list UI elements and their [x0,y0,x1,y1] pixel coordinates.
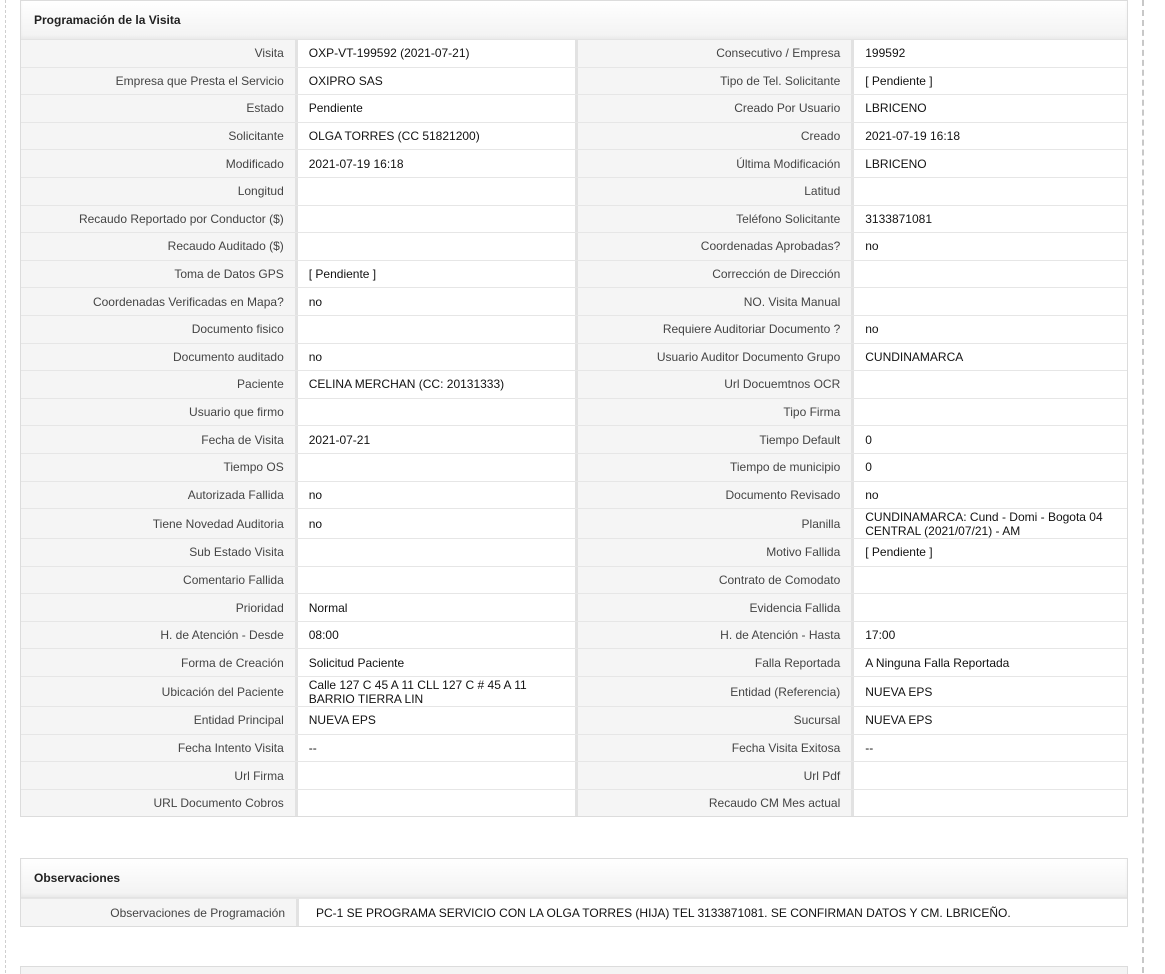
field-value: OXP-VT-199592 (2021-07-21) [298,40,578,67]
field-value: [ Pendiente ] [865,545,933,560]
field-label: Documento fisico [21,316,298,343]
field-label: Latitud [578,178,855,205]
field-value: 17:00 [865,628,896,643]
field-label: Entidad Principal [21,707,298,734]
field-label: Url Pdf [578,762,855,789]
field-value: 2021-07-19 16:18 [865,129,960,144]
field-label: Estado [21,95,298,122]
field-value [298,206,578,233]
field-label: Creado [578,123,855,150]
field-value [298,762,578,789]
field-label: Teléfono Solicitante [578,206,855,233]
field-value: Normal [298,594,578,621]
table-row [21,453,1127,481]
field-value: LBRICENO [865,101,927,116]
field-value [854,288,1127,315]
field-value: [ Pendiente ] [298,261,578,288]
table-row [21,232,1127,260]
field-label: Tipo de Tel. Solicitante [578,68,855,95]
field-label: Documento Revisado [578,482,855,509]
programacion-title: Programación de la Visita [21,1,1127,40]
field-label: Modificado [21,150,298,177]
field-value [298,790,578,817]
field-label: Entidad (Referencia) [578,677,855,706]
field-label: Usuario Auditor Documento Grupo [578,344,855,371]
field-label: Longitud [21,178,298,205]
field-label: Planilla [578,509,855,538]
field-label: URL Documento Cobros [21,790,298,817]
field-label: Tiempo OS [21,454,298,481]
field-label: Tiene Novedad Auditoria [21,509,298,538]
field-value: NUEVA EPS [298,707,578,734]
table-row [21,706,1127,734]
field-label: Recaudo Auditado ($) [21,233,298,260]
field-label: Documento auditado [21,344,298,371]
field-label: Sucursal [578,707,855,734]
field-value [854,567,1127,594]
field-label: Fecha Intento Visita [21,735,298,762]
field-label: Comentario Fallida [21,567,298,594]
programacion-table [21,40,1127,816]
field-value [298,399,578,426]
field-value: 2021-07-19 16:18 [298,150,578,177]
table-row [21,67,1127,95]
field-value [298,539,578,566]
field-label: Contrato de Comodato [578,567,855,594]
table-row [21,425,1127,453]
table-row [21,287,1127,315]
field-value [854,594,1127,621]
field-value: CELINA MERCHAN (CC: 20131333) [298,371,578,398]
field-value: LBRICENO [865,156,927,171]
field-value [298,454,578,481]
field-value: 08:00 [298,622,578,649]
field-value [854,371,1127,398]
table-row [21,149,1127,177]
table-row [21,94,1127,122]
field-label: Fecha de Visita [21,426,298,453]
field-label: Tiempo de municipio [578,454,855,481]
field-value: no [865,322,879,337]
observaciones-row [21,898,1127,926]
field-value: Calle 127 C 45 A 11 CLL 127 C # 45 A 11 BARRIO TIERRA LIN [298,677,578,706]
table-row [21,260,1127,288]
field-value: CUNDINAMARCA [865,349,964,364]
field-label: Empresa que Presta el Servicio [21,68,298,95]
field-label: Ubicación del Paciente [21,677,298,706]
field-value: no [298,344,578,371]
field-label: Consecutivo / Empresa [578,40,855,67]
field-value: NUEVA EPS [865,684,933,699]
observaciones-title: Observaciones [21,859,1127,898]
field-label: Paciente [21,371,298,398]
field-value [854,399,1127,426]
page-right-border [1142,0,1144,973]
field-value: -- [298,735,578,762]
field-value [298,567,578,594]
table-row [21,566,1127,594]
field-label: Motivo Fallida [578,539,855,566]
field-value: [ Pendiente ] [865,73,933,88]
field-value: Pendiente [298,95,578,122]
table-row [21,343,1127,371]
table-row [21,122,1127,150]
field-value [854,762,1127,789]
field-value: NUEVA EPS [865,713,933,728]
field-label: Url Firma [21,762,298,789]
field-value: no [865,487,879,502]
table-row [21,648,1127,676]
field-value: 3133871081 [865,211,932,226]
table-row [21,508,1127,538]
field-label: Coordenadas Aprobadas? [578,233,855,260]
field-value [298,178,578,205]
field-value: no [298,509,578,538]
field-label: Última Modificación [578,150,855,177]
field-label: Requiere Auditoriar Documento ? [578,316,855,343]
field-value [298,233,578,260]
field-label: H. de Atención - Hasta [578,622,855,649]
field-value: A Ninguna Falla Reportada [865,655,1010,670]
field-label: Tipo Firma [578,399,855,426]
table-row [21,538,1127,566]
field-label: Sub Estado Visita [21,539,298,566]
table-row [21,370,1127,398]
field-label: Coordenadas Verificadas en Mapa? [21,288,298,315]
field-label: Tiempo Default [578,426,855,453]
table-row [21,621,1127,649]
field-label: Evidencia Fallida [578,594,855,621]
field-value [854,178,1127,205]
field-value [854,790,1127,817]
table-row [21,40,1127,67]
field-label: H. de Atención - Desde [21,622,298,649]
table-row [21,481,1127,509]
table-row [21,398,1127,426]
table-row [21,761,1127,789]
field-label: Corrección de Dirección [578,261,855,288]
field-label: Creado Por Usuario [578,95,855,122]
page-left-border [5,0,6,973]
table-row [21,734,1127,762]
field-label: Visita [21,40,298,67]
table-row [21,315,1127,343]
field-label: Usuario que firmo [21,399,298,426]
field-value: 199592 [865,46,906,61]
field-value: no [865,239,879,254]
table-row [21,789,1127,817]
field-value: 0 [865,432,872,447]
field-label: Recaudo CM Mes actual [578,790,855,817]
field-value: no [298,288,578,315]
observaciones-label: Observaciones de Programación [21,899,299,926]
field-value: CUNDINAMARCA: Cund - Domi - Bogota 04 CENTRAL (2021/07/21) - AM [865,509,1103,538]
field-label: Falla Reportada [578,649,855,676]
table-row [21,676,1127,706]
field-label: Solicitante [21,123,298,150]
table-row [21,593,1127,621]
field-value: -- [865,740,874,755]
field-value: OXIPRO SAS [298,68,578,95]
field-value [298,316,578,343]
field-value: 0 [865,460,872,475]
table-row [21,205,1127,233]
field-value [854,261,1127,288]
observaciones-panel [20,858,1128,927]
table-row [21,177,1127,205]
field-value: Solicitud Paciente [298,649,578,676]
field-label: Forma de Creación [21,649,298,676]
field-value: OLGA TORRES (CC 51821200) [298,123,578,150]
field-label: Prioridad [21,594,298,621]
observaciones-value: PC-1 SE PROGRAMA SERVICIO CON LA OLGA TORRES (HIJA) TEL 3133871081. SE CONFIRMAN DATOS Y CM. LBRICEÑO. [316,905,1011,920]
field-value: no [298,482,578,509]
field-label: Autorizada Fallida [21,482,298,509]
field-value: 2021-07-21 [298,426,578,453]
programacion-panel [20,0,1128,817]
field-label: Fecha Visita Exitosa [578,735,855,762]
field-label: Url Docuemtnos OCR [578,371,855,398]
field-label: Toma de Datos GPS [21,261,298,288]
field-label: NO. Visita Manual [578,288,855,315]
field-label: Recaudo Reportado por Conductor ($) [21,206,298,233]
